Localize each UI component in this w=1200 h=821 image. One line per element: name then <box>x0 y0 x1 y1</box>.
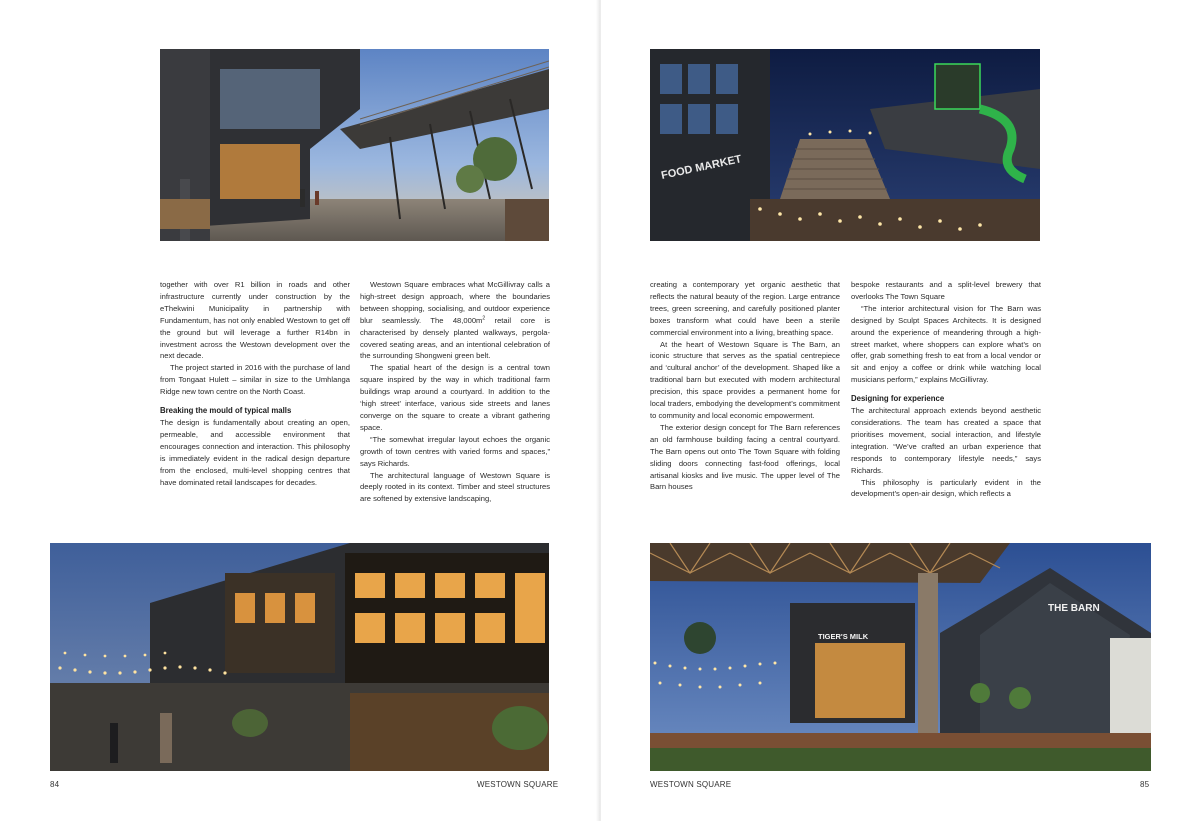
body-paragraph: The design is fundamentally about creating an open, permeable, and accessible environment that encourages connection and interaction. This philosophy is immediately evident in the radical design departure from the enclosed, multi-level shopping centres that have dominated retail landscapes for decades. <box>160 417 350 487</box>
the-barn-sign: THE BARN <box>1048 603 1100 614</box>
text-run: retail core is characterised by densely planted walkways, pergola-covered seating areas, and an intentional celebration of the surrounding Shongweni green belt. <box>360 315 550 361</box>
body-paragraph: The architectural language of Westown Square is deeply rooted in its context. Timber and steel structures are softened by extensive landscaping, <box>360 470 550 504</box>
body-paragraph: The project started in 2016 with the purchase of land from Tongaat Hulett – similar in size to the Umhlanga Ridge new town centre on the North Coast. <box>160 363 350 397</box>
running-title: WESTOWN SQUARE <box>650 780 732 789</box>
body-paragraph: together with over R1 billion in roads and other infrastructure currently under construction by the eThekwini Municipality in partnership with Fundamentum, has not only enabled Westown to get off the ground but will leverage a further R14bn in investment across the Westown development over the next decade. <box>160 280 350 361</box>
page-number: 84 <box>50 780 60 789</box>
left-page <box>0 0 599 821</box>
right-column-2 <box>851 279 1041 500</box>
superscript: 2 <box>482 315 486 322</box>
photo-restaurant-facade-dusk <box>50 543 549 771</box>
photo-town-square-night <box>650 49 1040 241</box>
body-paragraph: The exterior design concept for The Barn references an old farmhouse building facing a central courtyard. The Barn opens out onto The Town Square with folding sliding doors connecting fast-food offerings, local artisanal kiosks and live music. The upper level of The Barn houses <box>650 422 840 492</box>
page-number: 85 <box>1140 780 1150 789</box>
body-paragraph: At the heart of Westown Square is The Barn, an iconic structure that serves as the spatial centrepiece and ‘cultural anchor’ of the development. Shaped like a traditional barn but executed with modern architectural precision, this space provides a permanent home for local traders, embodying the development’s commitment to community and local economic empowerment. <box>650 339 840 420</box>
body-paragraph <box>360 279 550 362</box>
right-column-1 <box>650 279 840 493</box>
left-column-1 <box>160 279 350 488</box>
right-page <box>601 0 1200 821</box>
food-market-sign: FOOD MARKET <box>660 153 743 182</box>
left-column-2 <box>360 279 550 505</box>
section-heading: Designing for experience <box>851 394 945 404</box>
photo-high-street-walkway <box>160 49 549 241</box>
body-paragraph: The architectural approach extends beyond aesthetic considerations. The team has created a space that prioritises movement, social interaction, and lifestyle integration. “We’ve crafted an urban experience that responds to contemporary lifestyle needs,” says Richards. <box>851 406 1041 475</box>
text-run: Westown Square embraces what McGillivray calls a high-street design approach, where the boundaries between shopping, socialising, and outdoor experience blur seamlessly. The 48,000m <box>360 280 550 325</box>
body-paragraph: creating a contemporary yet organic aesthetic that reflects the natural beauty of the region. Large entrance trees, green screening, and carefully positioned planter boxes transform what could have been a sterile commercial environment into a living, breathing space. <box>650 280 840 337</box>
section-heading: Breaking the mould of typical malls <box>160 406 292 416</box>
body-paragraph: The spatial heart of the design is a central town square inspired by the way in which traditional farm buildings wrap around a courtyard. In addition to the ‘high street’ interface, various side streets and lanes converge on the square to create a vibrant gathering space. <box>360 363 550 432</box>
body-paragraph: This philosophy is particularly evident in the development’s open-air design, which reflects a <box>851 477 1041 499</box>
running-title: WESTOWN SQUARE <box>477 780 559 789</box>
body-paragraph: “The somewhat irregular layout echoes the organic growth of town centres with varied forms and spaces,” says Richards. <box>360 434 550 468</box>
body-paragraph: bespoke restaurants and a split-level brewery that overlooks The Town Square <box>851 280 1041 301</box>
tigers-milk-sign: TIGER'S MILK <box>818 632 869 641</box>
photo-the-barn-dusk <box>650 543 1151 771</box>
body-paragraph: “The interior architectural vision for The Barn was designed by Sculpt Spaces Architects. It is designed around the experience of meandering through a high-street market, where shoppers can explore what’s on offer, grab something fresh to eat from a local vendor or sit and enjoy a coffee or drink while watching local musicians perform,” explains McGillivray. <box>851 303 1041 385</box>
